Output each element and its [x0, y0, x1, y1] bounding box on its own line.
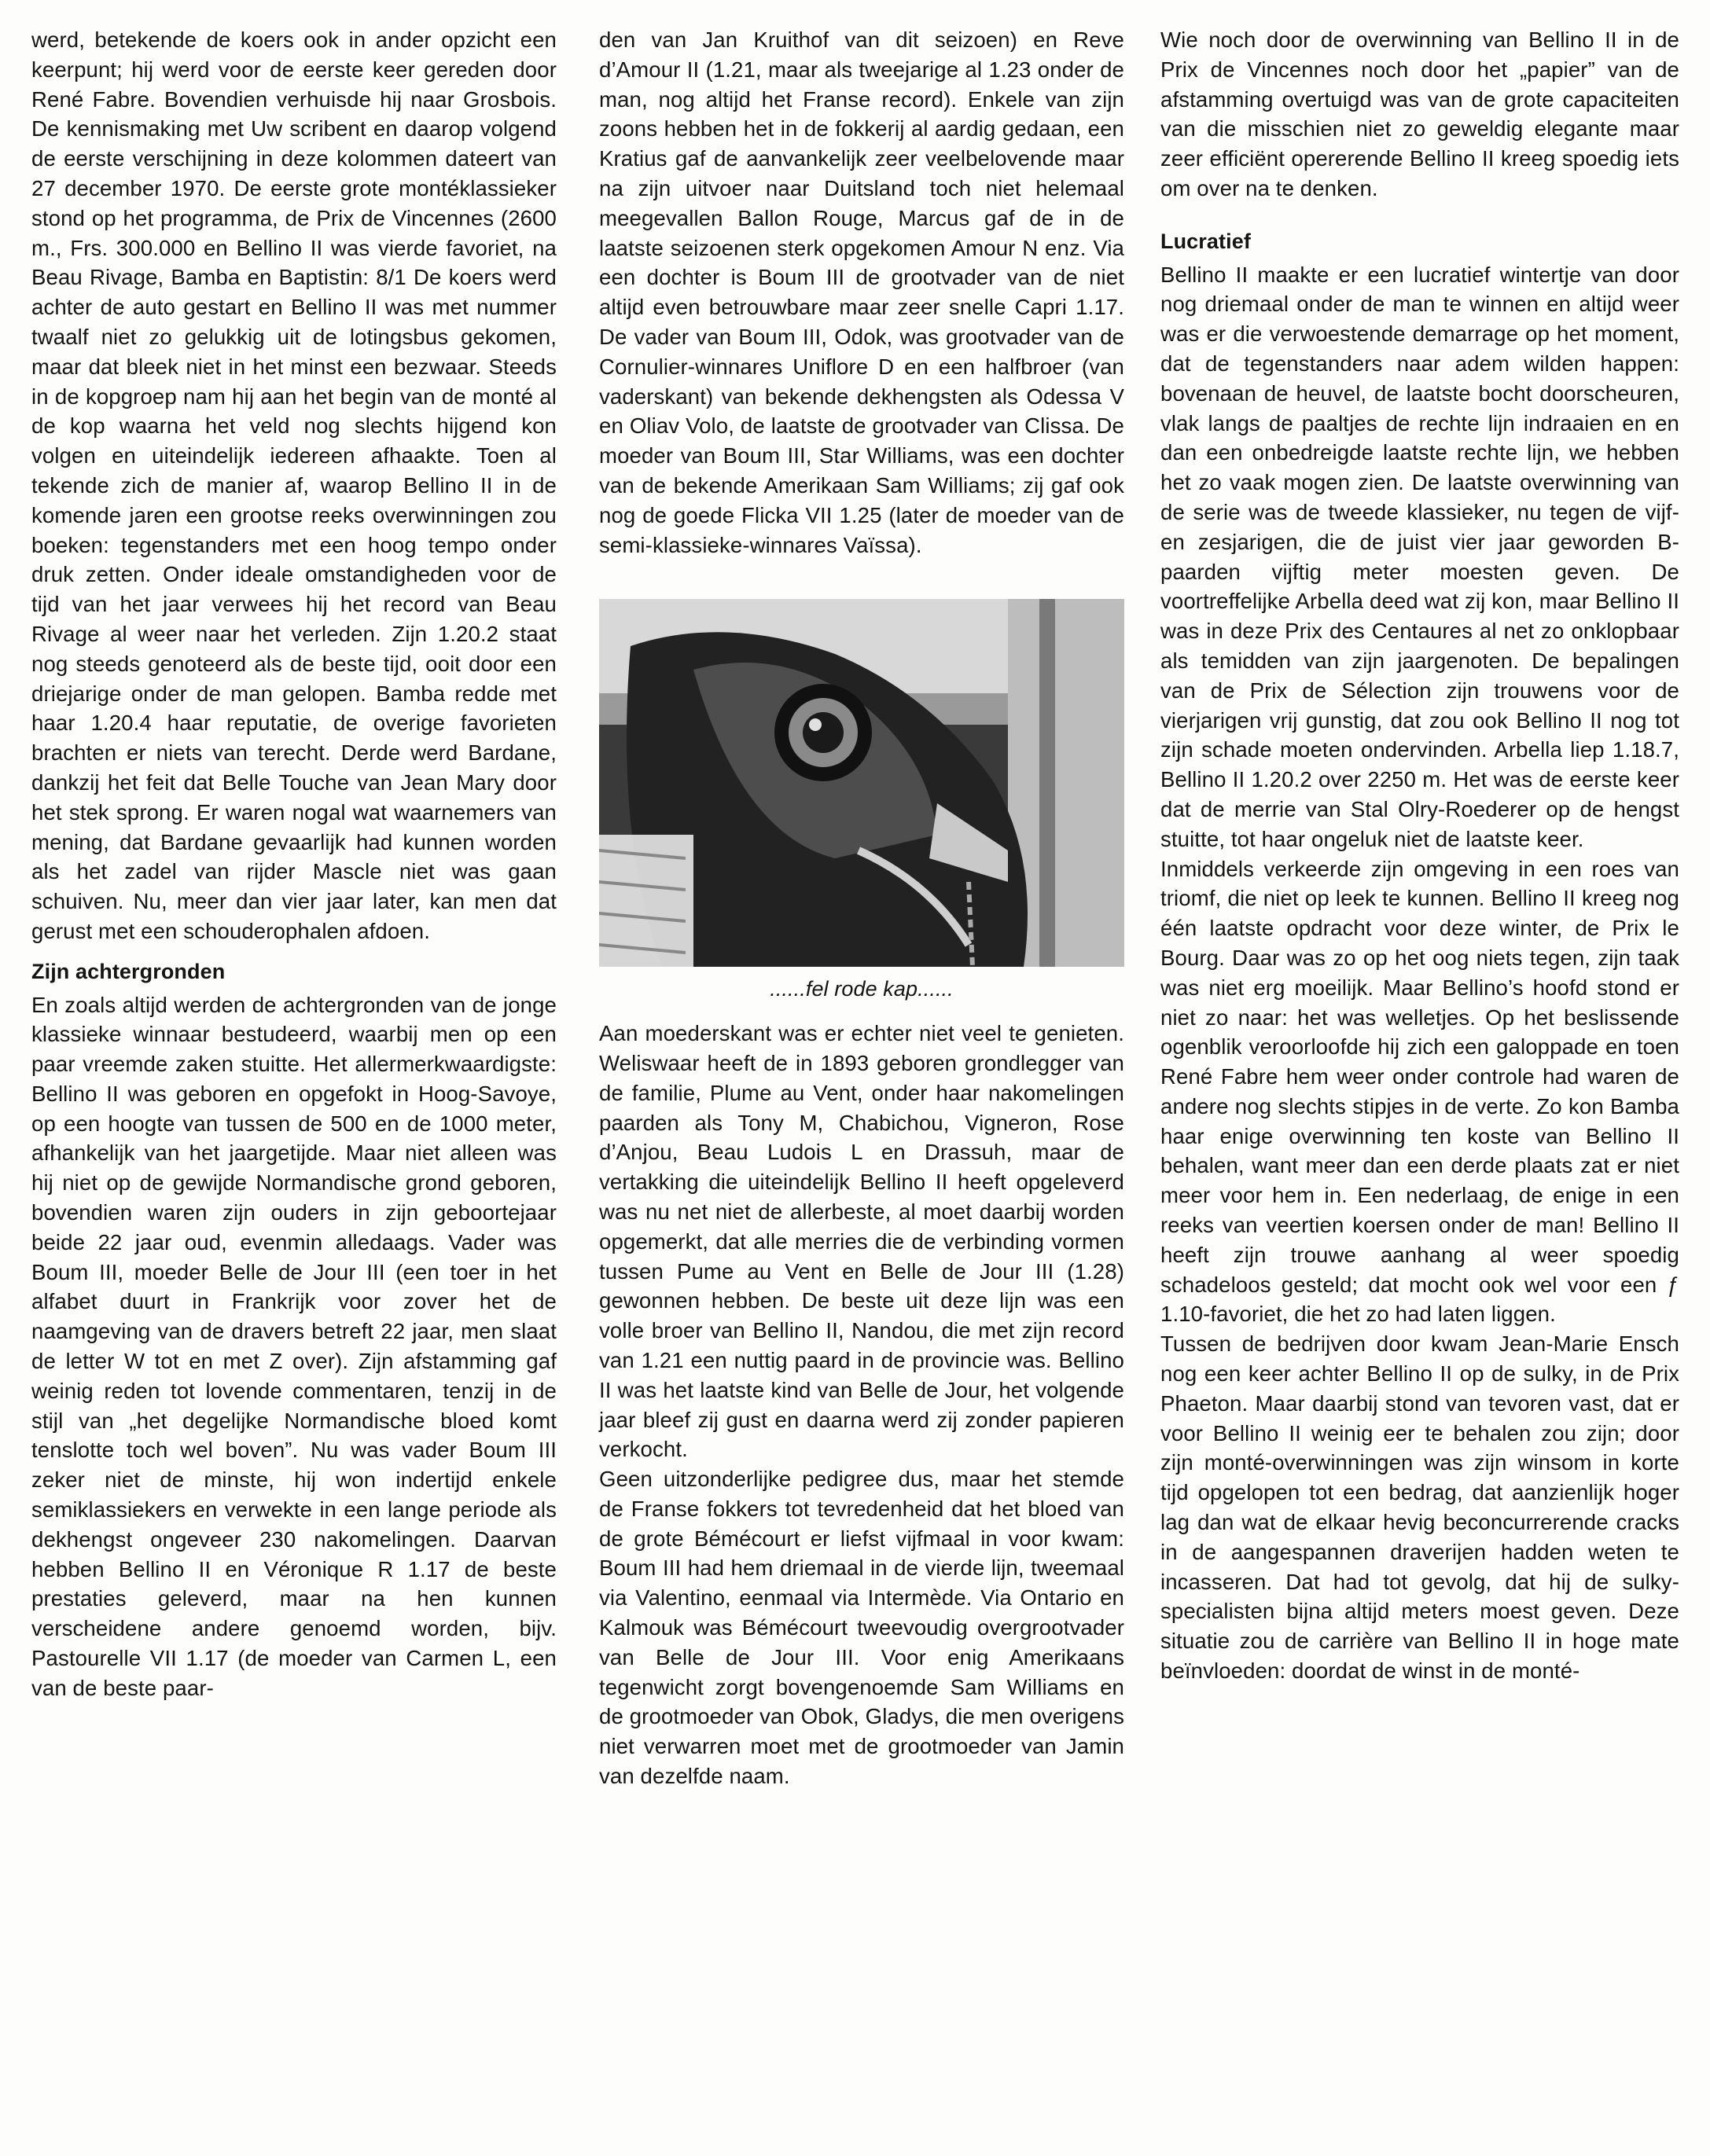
horse-head-photo [599, 599, 1124, 967]
column-1 [31, 25, 557, 1703]
article-paragraph: Bellino II maakte er een lucratief wintertje van door nog driemaal onder de man te winnen en altijd weer was er die verwoestende demarrage op het moment, dat de tegenstanders naar adem wilden happen: bovenaan de heuvel, de laatste bocht doorscheuren, vlak langs de paaltjes de rechte lijn indraaien en en dan een onbedreigde laatste rechte lijn, we hebben het zo vaak mogen zien. De laatste overwinning van de serie was de tweede klassieker, nu tegen de vijf- en zesjarigen, die de juist vier jaar geworden B-paarden vijftig meter moesten geven. De voortreffelijke Arbella deed wat zij kon, maar Bellino II was in deze Prix des Centaures al net zo onklopbaar als temidden van zijn jaargenoten. De bepalingen van de Prix de Sélection zijn trouwens voor de vierjarigen vrij gunstig, dat zou ook Bellino II nog tot zijn schade moeten ondervinden. Arbella liep 1.18.7, Bellino II 1.20.2 over 2250 m. Het was de eerste keer dat de merrie van Stal Olry-Roederer op de hengst stuitte, tot haar ongeluk niet de laatste keer. [1160, 262, 1679, 851]
article-paragraph: Geen uitzonderlijke pedigree dus, maar het stemde de Franse fokkers tot tevredenheid dat het bloed van de grote Bémécourt er liefst vijfmaal in voor kwam: Boum III had hem driemaal in de vierde lijn, tweemaal via Valentino, eenmaal via Intermède. Via Ontario en Kalmouk was Bémécourt tweevoudig overgrootvader van Belle de Jour III. Voor enig Amerikaans tegenwicht zorgt bovengenoemde Sam Williams en de grootmoeder van Obok, Gladys, die men overigens niet verwarren moet met de grootmoeder van Jamin van dezelfde naam. [599, 1467, 1124, 1789]
section-heading: Zijn achtergronden [31, 959, 226, 983]
article-paragraph: werd, betekende de koers ook in ander opzicht een keerpunt; hij werd voor de eerste keer gereden door René Fabre. Bovendien verhuisde hij naar Grosbois. De kennismaking met Uw scribent en daarop volgend de eerste verschijning in deze kolommen dateert van 27 december 1970. De eerste grote montéklassieker stond op het programma, de Prix de Vincennes (2600 m., Frs. 300.000 en Bellino II was vierde favoriet, na Beau Rivage, Bamba en Baptistin: 8/1 De koers werd achter de auto gestart en Bellino II was met nummer twaalf niet zo gelukkig uit de lotingsbus gekomen, maar dat bleek niet in het minst een bezwaar. Steeds in de kopgroep nam hij aan het begin van de monté al de kop waarna het veld nog slechts hijgend kon volgen en uiteindelijk iedereen afhaakte. Toen al tekende zich de manier af, waarop Bellino II in de komende jaren een grootse reeks overwinningen zou boeken: tegenstanders met een hoog tempo onder druk zetten. Onder ideale omstandigheden voor de tijd van het jaar verwees hij het record van Beau Rivage al weer naar het verleden. Zijn 1.20.2 staat nog steeds genoteerd als de beste tijd, ooit door een driejarige onder de man gelopen. Bamba redde met haar 1.20.4 haar reputatie, de overige favorieten brachten er niets van terecht. Derde werd Bardane, dankzij het feit dat Belle Touche van Jean Mary door het stek sprong. Er waren nogal wat waarnemers van mening, dat Bardane gevaarlijk had kunnen worden als het zadel van rijder Mascle niet was gaan schuiven. Nu, meer dan vier jaar later, kan men dat gerust met een schouderophalen afdoen. [31, 28, 557, 943]
horse-photo-illustration [599, 599, 1124, 967]
article-paragraph: En zoals altijd werden de achtergronden van de jonge klassieke winnaar bestudeerd, waarbij men op een paar vreemde zaken stuitte. Het allermerkwaardigste: Bellino II was geboren en opgefokt in Hoog-Savoye, op een hoogte van tussen de 500 en de 1000 meter, afhankelijk van het jaargetijde. Maar niet alleen was hij niet op de gewijde Normandische grond geboren, bovendien waren zijn ouders in zijn geboortejaar beide 22 jaar oud, evenmin alledaags. Vader was Boum III, moeder Belle de Jour III (een toer in het alfabet duurt in Frankrijk voor zover het de naamgeving van de dravers betreft 22 jaar, men slaat de letter W tot en met Z over). Zijn afstamming gaf weinig reden tot lovende commentaren, tenzij in de stijl van „het degelijke Normandische bloed komt tenslotte toch wel boven”. Nu was vader Boum III zeker niet de minste, hij won indertijd enkele semiklassiekers en verwekte in een lange periode als dekhengst ongeveer 230 nakomelingen. Daarvan hebben Bellino II en Véronique R 1.17 de beste prestaties geleverd, maar na hen kunnen verscheidene andere genoemd worden, bijv. Pastourelle VII 1.17 (de moeder van Carmen L, een van de beste paar- [31, 992, 557, 1700]
column-3 [1160, 25, 1679, 1686]
article-paragraph: Wie noch door de overwinning van Bellino II in de Prix de Vincennes noch door het „papier” van de afstamming overtuigd was van de grote capaciteiten van die misschien niet zo geweldig elegante maar zeer efficiënt opererende Bellino II kreeg spoedig iets om over na te denken. [1160, 28, 1679, 200]
column-2 [599, 25, 1124, 1791]
photo-caption: ......fel rode kap...... [770, 977, 954, 1001]
section-heading: Lucratief [1160, 229, 1251, 253]
article-paragraph: Aan moederskant was er echter niet veel te genieten. Weliswaar heeft de in 1893 geboren grondlegger van de familie, Plume au Vent, onder haar nakomelingen paarden als Tony M, Chabichou, Vigneron, Rose d’Anjou, Beau Ludois L en Drassuh, maar de vertakking die uiteindelijk Bellino II heeft opgeleverd was nu net niet de allerbeste, al moet daarbij worden opgemerkt, dat alle merries die de verbinding vormen tussen Pume au Vent en Belle de Jour III (1.28) gewonnen hebben. De beste uit deze lijn was een volle broer van Bellino II, Nandou, die met zijn record van 1.21 een nuttig paard in de provincie was. Bellino II was het laatste kind van Belle de Jour, het volgende jaar bleef zij gust en daarna werd zij zonder papieren verkocht. [599, 1021, 1124, 1462]
article-paragraph: Tussen de bedrijven door kwam Jean-Marie Ensch nog een keer achter Bellino II op de sulky, in de Prix Phaeton. Maar daarbij stond van tevoren vast, dat er voor Bellino II weinig eer te behalen zou zijn; door zijn monté-overwinningen was zijn winsom in korte tijd opgelopen tot een bedrag, dat aanzienlijk hoger lag dan wat de elkaar hevig beconcurrerende cracks in de aangespannen draverijen hadden weten te incasseren. Dat had tot gevolg, dat hij de sulky-specialisten bijna altijd meters moest geven. Deze situatie zou de carrière van Bellino II in hoge mate beïnvloeden: doordat de winst in de monté- [1160, 1331, 1679, 1684]
article-paragraph: den van Jan Kruithof van dit seizoen) en Reve d’Amour II (1.21, maar als tweejarige al 1.23 onder de man, nog altijd het Franse record). Enkele van zijn zoons hebben het in de fokkerij al aardig gedaan, een Kratius gaf de aanvankelijk zeer veelbelovende maar na zijn uitvoer naar Duitsland toch niet helemaal meegevallen Ballon Rouge, Marcus gaf de in de laatste seizoenen sterk opgekomen Amour N enz. Via een dochter is Boum III de grootvader van de niet altijd even betrouwbare maar zeer snelle Capri 1.17. De vader van Boum III, Odok, was grootvader van de Cornulier-winnares Uniflore D en een halfbroer (van vaderskant) van bekende dekhengsten als Odessa V en Oliav Volo, de laatste de grootvader van Clissa. De moeder van Boum III, Star Williams, was een dochter van de bekende Amerikaan Sam Williams; zij gaf ook nog de goede Flicka VII 1.25 (later de moeder van de semi-klassieke-winnares Vaïssa). [599, 28, 1124, 557]
article-paragraph: Inmiddels verkeerde zijn omgeving in een roes van triomf, die niet op leek te kunnen. Bellino II kreeg nog één laatste opdracht voor deze winter, de Prix le Bourg. Daar was zo op het oog niets tegen, zijn taak was niet erg moeilijk. Maar Bellino’s hoofd stond er niet zo naar: het was welletjes. Op het beslissende ogenblik veroorloofde hij zich een galoppade en toen René Fabre hem weer onder controle had waren de andere nog slechts stipjes in de verte. Zo kon Bamba haar enige overwinning ten koste van Bellino II behalen, want meer dan een derde plaats zat er niet meer voor hem in. Een nederlaag, de enige in een reeks van veertien koersen onder de man! Bellino II heeft zijn trouwe aanhang al weer spoedig schadeloos gesteld; dat mocht ook wel voor een ƒ 1.10-favoriet, die het zo had laten liggen. [1160, 856, 1679, 1327]
